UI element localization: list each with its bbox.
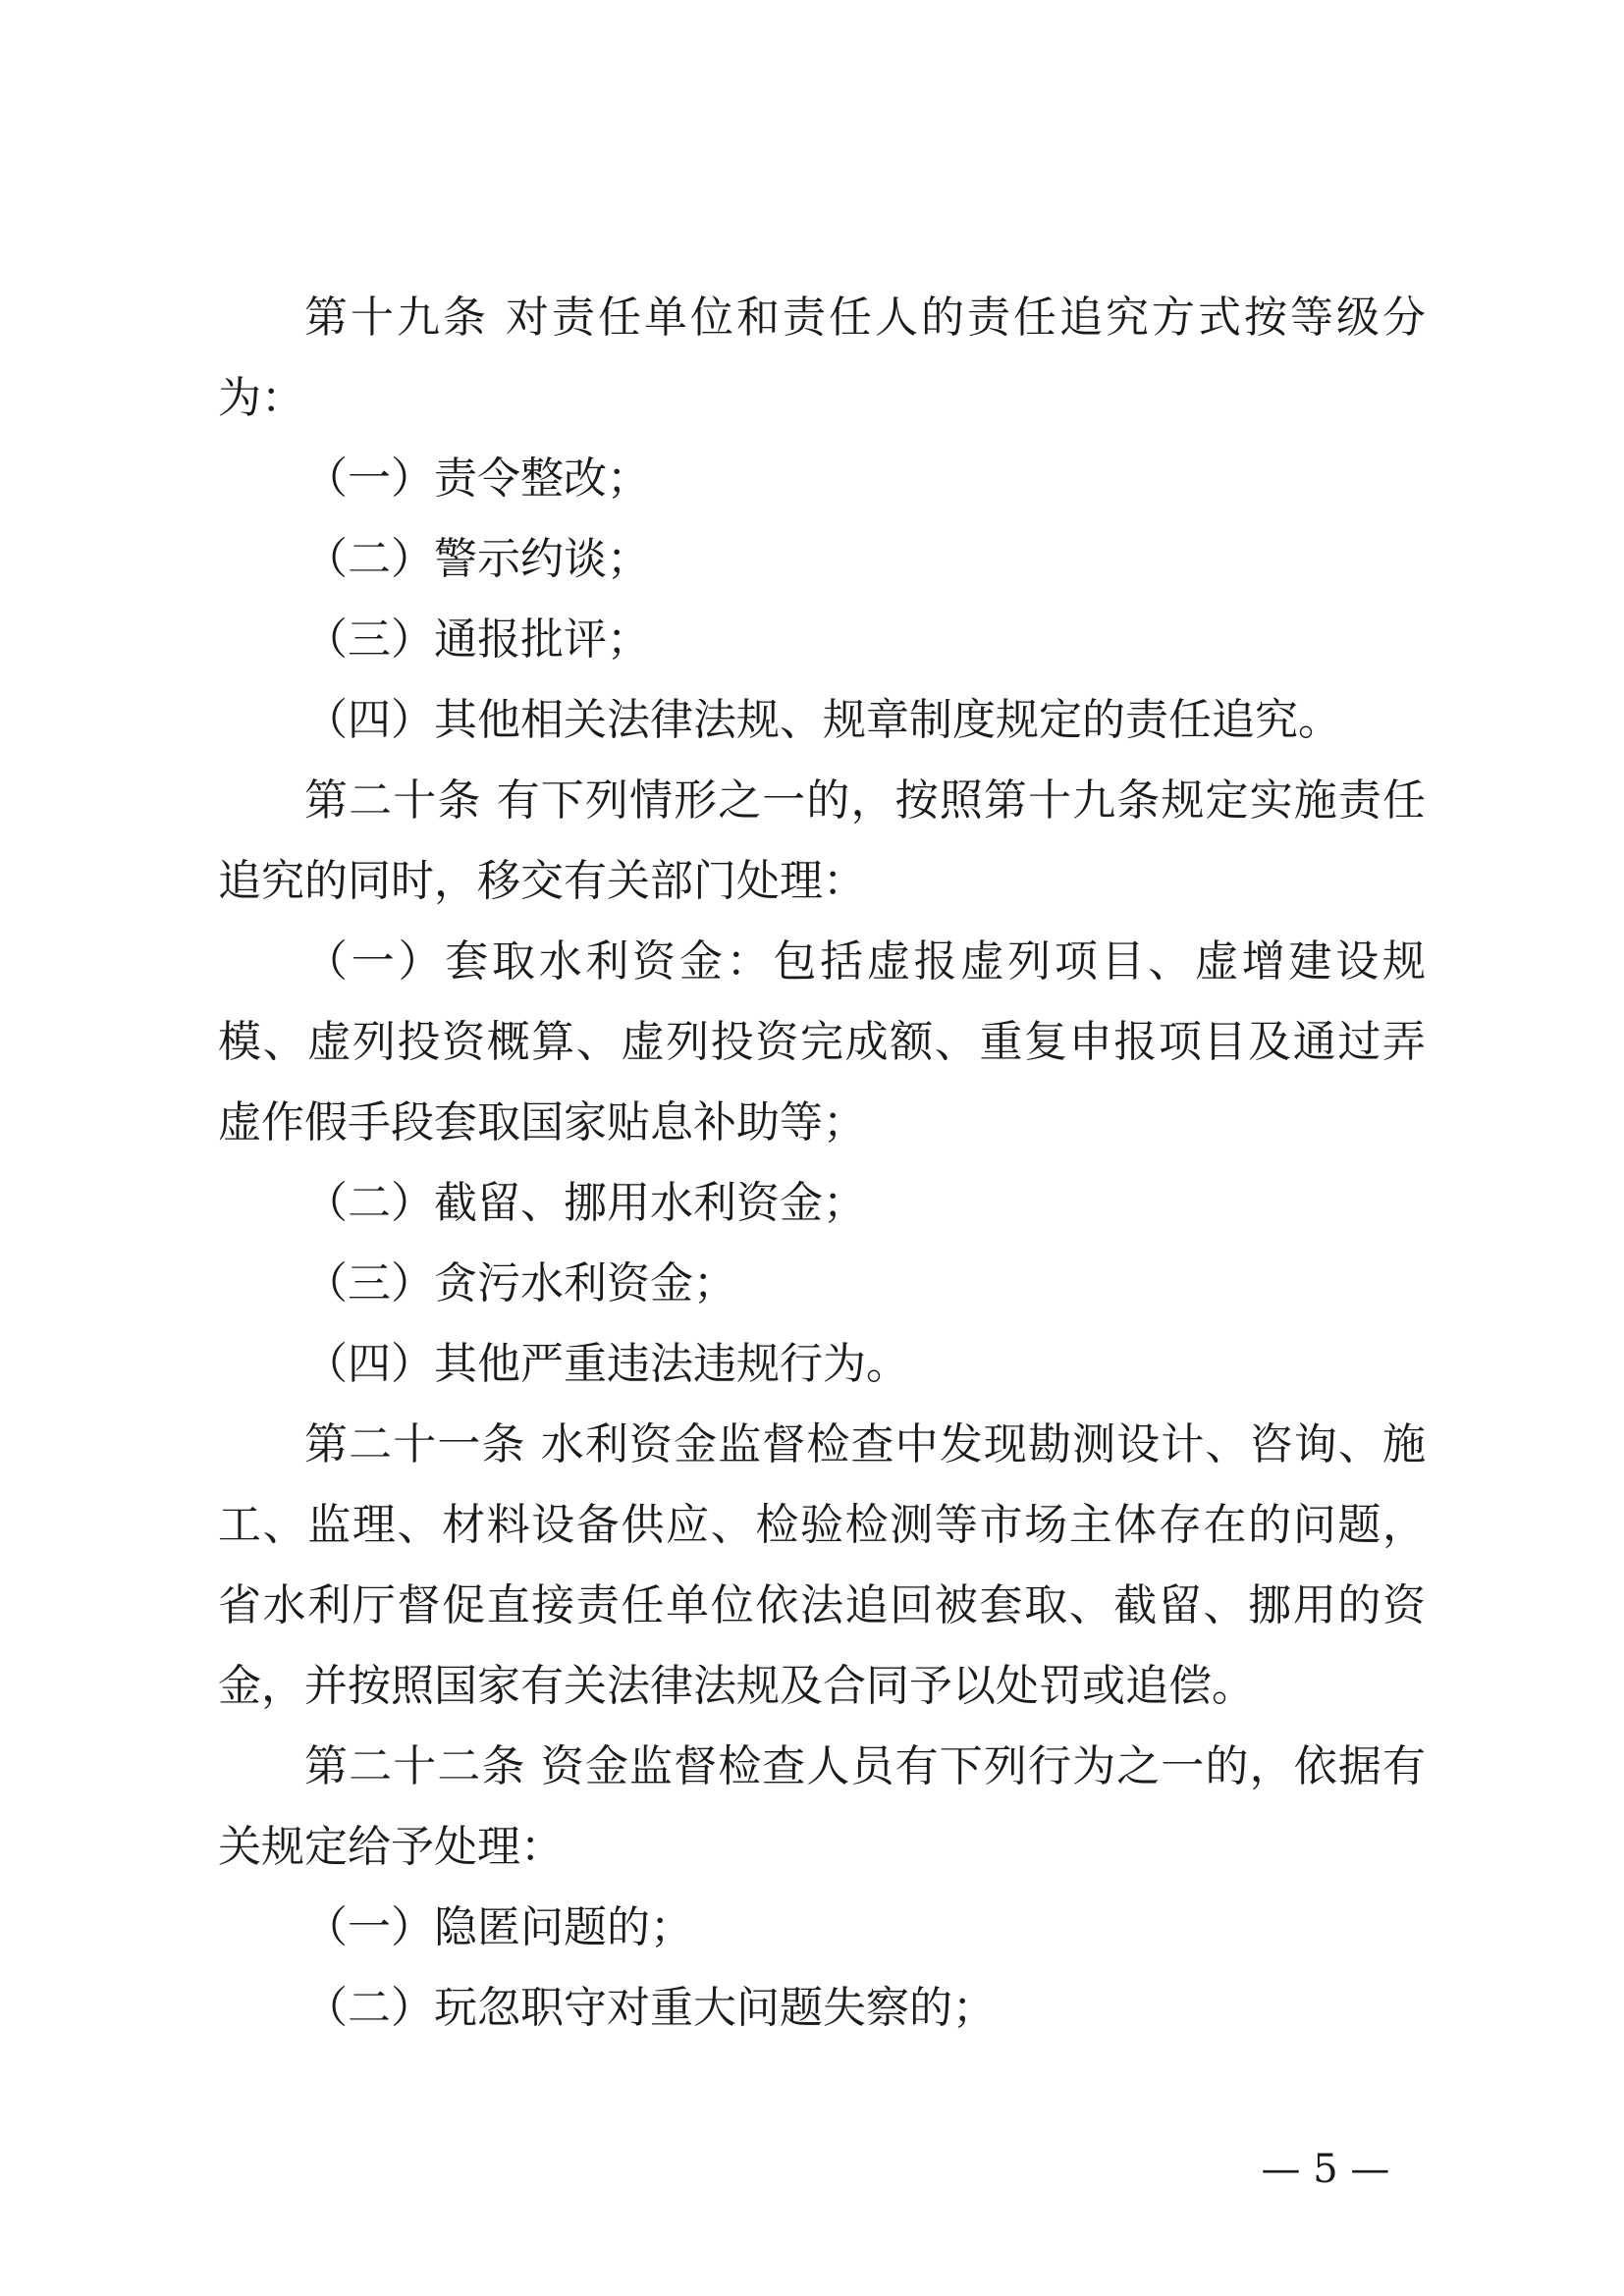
article-20-item-3: （三）贪污水利资金； xyxy=(304,1258,736,1308)
article-20-item-4: （四）其他严重违法违规行为。 xyxy=(304,1339,909,1389)
page-number: — 5 — xyxy=(1261,2147,1390,2192)
article-19-item-4: （四）其他相关法律法规、规章制度规定的责任追究。 xyxy=(304,695,1341,745)
article-19-item-2: （二）警示约谈； xyxy=(304,534,650,584)
article-22-item-2: （二）玩忽职守对重大问题失察的； xyxy=(304,1983,996,2033)
article-19: 第十九条 对责任单位和责任人的责任追究方式按等级分为： xyxy=(218,293,1426,423)
body-text xyxy=(218,278,1426,2049)
article-20-item-2: （二）截留、挪用水利资金； xyxy=(304,1178,866,1228)
article-19-item-3: （三）通报批评； xyxy=(304,614,650,665)
article-19-item-1: （一）责令整改； xyxy=(304,454,650,504)
article-20: 第二十条 有下列情形之一的，按照第十九条规定实施责任追究的同时，移交有关部门处理： xyxy=(218,775,1426,906)
article-22-item-1: （一）隐匿问题的； xyxy=(304,1902,693,1952)
article-20-item-1: （一）套取水利资金：包括虚报虚列项目、虚增建设规模、虚列投资概算、虚列投资完成额、重复申报项目及通过弄虚作假手段套取国家贴息补助等； xyxy=(218,936,1426,1148)
article-21: 第二十一条 水利资金监督检查中发现勘测设计、咨询、施工、监理、材料设备供应、检验检测等市场主体存在的问题，省水利厅督促直接责任单位依法追回被套取、截留、挪用的资金，并按照国家有关法律法规及合同予以处罚或追偿。 xyxy=(218,1419,1426,1711)
article-22: 第二十二条 资金监督检查人员有下列行为之一的，依据有关规定给予处理： xyxy=(218,1741,1426,1872)
